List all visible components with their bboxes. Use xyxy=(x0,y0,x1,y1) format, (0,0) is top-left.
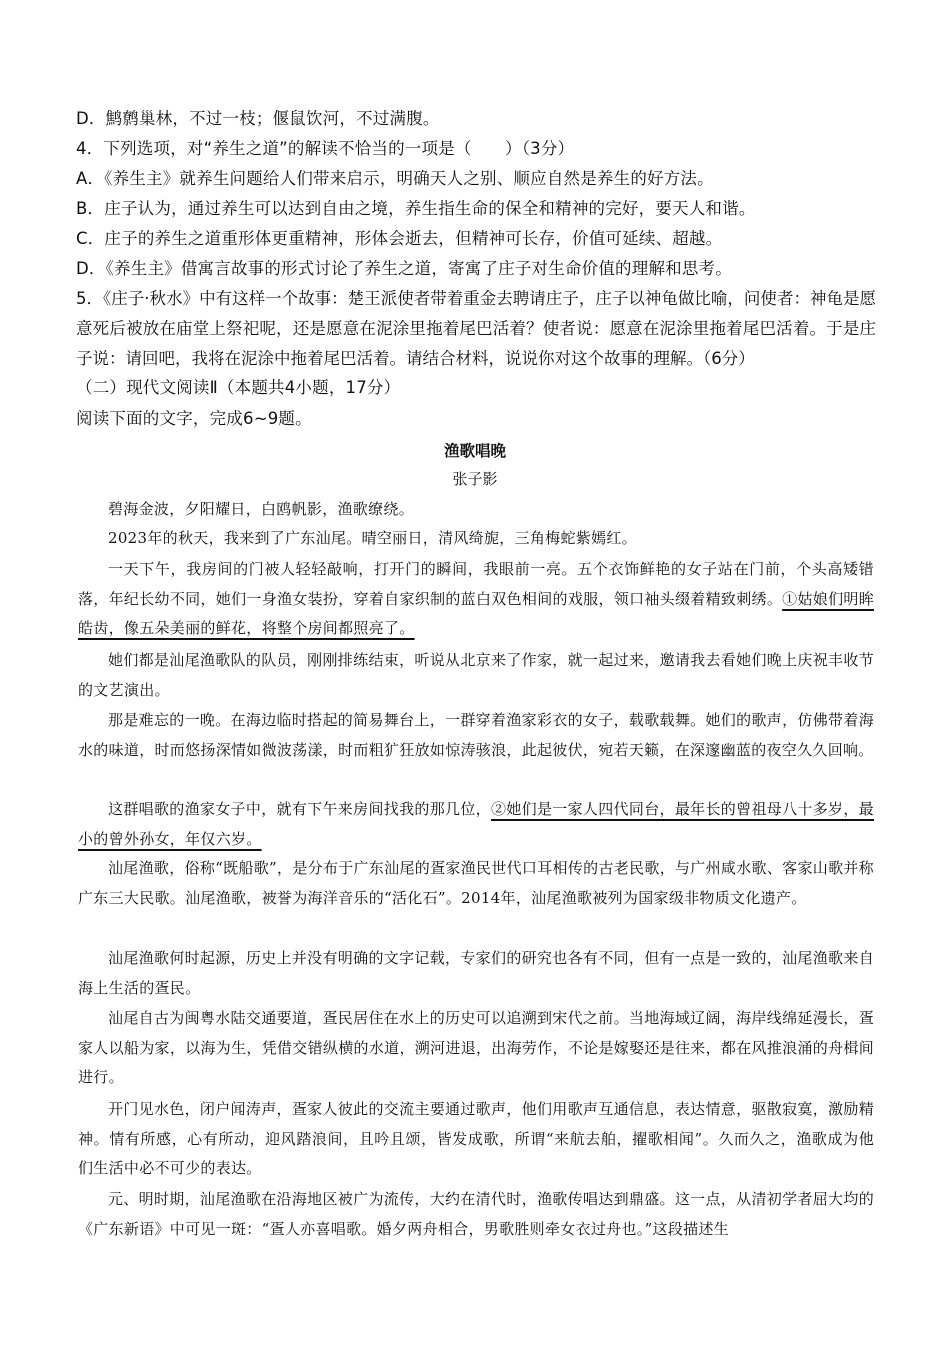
article-paragraph-6 xyxy=(78,795,874,854)
paragraph-3-text: 一天下午，我房间的门被人轻轻敲响，打开门的瞬间，我眼前一亮。五个衣饰鲜艳的女子站在门前，个头高矮错落，年纪长幼不同，她们一身渔女装扮，穿着自家织制的蓝白双色相间的戏服，领口袖头缀着精致刺绣。 xyxy=(78,560,874,608)
question-4-option-b: B．庄子认为，通过养生可以达到自由之境，养生指生命的保全和精神的完好，要天人和谐。 xyxy=(76,199,756,218)
article-paragraph-2: 2023年的秋天，我来到了广东汕尾。晴空丽日，清风绮旎，三角梅蛇紫嫣红。 xyxy=(108,529,637,547)
article-paragraph-10: 开门见水色，闭户闻涛声，疍家人彼此的交流主要通过歌声，他们用歌声互通信息，表达情意，驱散寂寞，激励精神。情有所感，心有所动，迎风踏浪间，且吟且颂，皆发成歌，所谓“来航去舶，擢歌相闻”。久而久之，渔歌成为他们生活中必不可少的表达。 xyxy=(78,1100,874,1177)
underlined-sentence-2: ②她们是一家人四代同台，最年长的曾祖母八十多岁，最小的曾外孙女，年仅六岁。 xyxy=(78,800,874,848)
article-title: 渔歌唱晚 xyxy=(443,441,506,460)
question-4-option-c: C．庄子的养生之道重形体更重精神，形体会逝去，但精神可长存，价值可延续、超越。 xyxy=(76,229,723,248)
article-paragraph-5: 那是难忘的一晚。在海边临时搭起的简易舞台上，一群穿着渔家彩衣的女子，载歌载舞。她们的歌声，仿佛带着海水的味道，时而悠扬深情如微波荡漾，时而粗犷狂放如惊涛骇浪，此起彼伏，宛若天籁，在深邃幽蓝的夜空久久回响。 xyxy=(78,711,874,759)
question-4-option-d: D．《养生主》借寓言故事的形式讨论了养生之道，寄寓了庄子对生命价值的理解和思考。 xyxy=(76,259,732,278)
question-4-option-a: A．《养生主》就养生问题给人们带来启示，明确天人之别、顺应自然是养生的好方法。 xyxy=(76,169,714,188)
article-paragraph-4: 她们都是汕尾渔歌队的队员，刚刚排练结束，听说从北京来了作家，就一起过来，邀请我去看她们晚上庆祝丰收节的文艺演出。 xyxy=(78,651,874,699)
underlined-sentence-1: ①姑娘们明眸皓齿，像五朵美丽的鲜花，将整个房间都照亮了。 xyxy=(78,589,874,637)
option-d-previous: D．鹪鹩巢林，不过一枝；偃鼠饮河，不过满腹。 xyxy=(76,109,440,128)
article-paragraph-1: 碧海金波，夕阳耀日，白鸥帆影，渔歌缭绕。 xyxy=(108,500,415,518)
question-5: 5．《庄子·秋水》中有这样一个故事：楚王派使者带着重金去聘请庄子，庄子以神龟做比喻，问使者：神龟是愿意死后被放在庙堂上祭祀呢，还是愿意在泥涂里拖着尾巴活着？使者说：愿意在泥涂里拖着尾巴活着。于是庄子说：请回吧，我将在泥涂中拖着尾巴活着。请结合材料，说说你对这个故事的理解。（6分） xyxy=(76,289,876,368)
article-paragraph-3 xyxy=(78,555,874,644)
article-paragraph-9: 汕尾自古为闽粤水陆交通要道，疍民居住在水上的历史可以追溯到宋代之前。当地海域辽阔，海岸线绵延漫长，疍家人以船为家，以海为生，凭借交错纵横的水道，溯河进退，出海劳作，不论是嫁娶还是往来，都在风推浪涌的舟楫间进行。 xyxy=(78,1009,874,1086)
article-paragraph-7: 汕尾渔歌，俗称“既船歌”，是分布于广东汕尾的疍家渔民世代口耳相传的古老民歌，与广州咸水歌、客家山歌并称广东三大民歌。汕尾渔歌，被誉为海洋音乐的“活化石”。2014年，汕尾渔歌被列为国家级非物质文化遗产。 xyxy=(78,859,874,907)
article-paragraph-8: 汕尾渔歌何时起源，历史上并没有明确的文字记载，专家们的研究也各有不同，但有一点是一致的，汕尾渔歌来自海上生活的疍民。 xyxy=(78,949,874,997)
paragraph-6-text: 这群唱歌的渔家女子中，就有下午来房间找我的那几位， xyxy=(108,800,491,818)
section-heading: （二）现代文阅读Ⅱ（本题共4小题，17分） xyxy=(76,378,401,397)
article-paragraph-11: 元、明时期，汕尾渔歌在沿海地区被广为流传，大约在清代时，渔歌传唱达到鼎盛。这一点，从清初学者屈大均的《广东新语》中可见一斑：“疍人亦喜唱歌。婚夕两舟相合，男歌胜则牵女衣过舟也。”这段描述生 xyxy=(78,1190,874,1238)
article-author: 张子影 xyxy=(452,470,498,488)
reading-instruction: 阅读下面的文字，完成6~9题。 xyxy=(76,409,312,428)
question-4-stem: 4．下列选项，对“养生之道”的解读不恰当的一项是（ ）（3分） xyxy=(76,139,575,158)
